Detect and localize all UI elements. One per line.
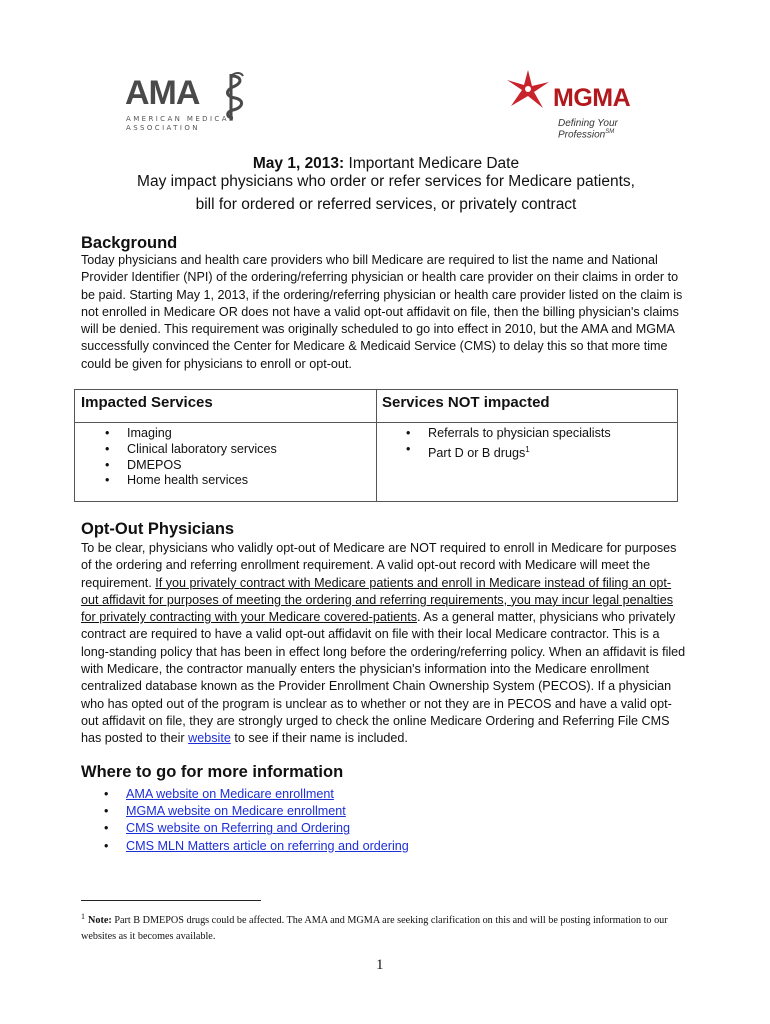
opt-out-line: for privately contracting with your Medicare covered-patients. As a general matter, physicians who privately bbox=[81, 610, 676, 625]
list-item: • DMEPOS bbox=[105, 458, 277, 474]
background-line: be paid. Starting May 1, 2013, if the ordering/referring physician or health care provider listed on the claim is bbox=[81, 287, 683, 302]
cms-referring-ordering-link[interactable]: CMS website on Referring and Ordering bbox=[126, 821, 350, 836]
ama-subtitle-1: AMERICAN MEDICAL bbox=[126, 115, 236, 123]
opt-out-heading: Opt-Out Physicians bbox=[81, 520, 235, 538]
footnote-text: Part B DMEPOS drugs could be affected. The AMA and MGMA are seeking clarification on this and will be posting information to our bbox=[111, 915, 668, 926]
list-item: • Part D or B drugs$^1$ bbox=[406, 442, 611, 462]
mgma-star-icon bbox=[505, 68, 551, 112]
background-line: Today physicians and health care providers who bill Medicare are required to list the name and National bbox=[81, 253, 658, 267]
page-number: 1 bbox=[376, 957, 384, 973]
not-impacted-list bbox=[406, 426, 611, 462]
opt-out-line: long-standing policy that has been in effect long before the ordering/referring policy. When an affidavit is filed bbox=[81, 644, 686, 659]
impacted-services-list bbox=[105, 426, 277, 489]
footnote-text-2: websites as it becomes available. bbox=[81, 931, 216, 942]
more-info-heading: Where to go for more information bbox=[81, 763, 344, 781]
cms-website-link[interactable]: website bbox=[188, 731, 231, 746]
table-column-divider bbox=[376, 390, 377, 501]
ama-logo bbox=[125, 74, 255, 134]
opt-out-line: has posted to their website to see if their name is included. bbox=[81, 731, 408, 746]
background-heading: Background bbox=[81, 234, 178, 252]
opt-out-line: requirement. If you privately contract with Medicare patients and enroll in Medicare instead of filing an opt- bbox=[81, 575, 672, 590]
not-impacted-header: Services NOT impacted bbox=[382, 394, 550, 411]
title-date: May 1, 2013: bbox=[252, 155, 345, 172]
background-line: could be given for physicians to enroll or opt-out. bbox=[81, 356, 352, 371]
background-line: will be denied. This requirement was originally scheduled to go into effect in 2010, but the AMA and MGMA bbox=[81, 322, 675, 337]
footnote-divider bbox=[81, 900, 261, 901]
list-item: • Clinical laboratory services bbox=[105, 442, 277, 458]
ama-wordmark: AMA bbox=[125, 74, 200, 112]
footnote-label: Note: bbox=[88, 915, 112, 926]
title-subline-2: bill for ordered or referred services, or privately contract bbox=[195, 196, 577, 213]
background-line: Provider Identifier (NPI) of the ordering/referring physician or health care provider on their claims in order to bbox=[81, 270, 679, 285]
opt-out-line: To be clear, physicians who validly opt-out of Medicare are NOT required to enroll in Medicare for purposes bbox=[81, 541, 677, 555]
list-item bbox=[104, 838, 409, 855]
mgma-logo bbox=[505, 68, 655, 141]
mgma-tagline: Defining Your Profession℠ bbox=[558, 118, 618, 141]
services-table bbox=[74, 389, 678, 502]
list-item bbox=[104, 803, 409, 820]
background-line: successfully convinced the Center for Medicare & Medicaid Service (CMS) to delay this so that more time bbox=[81, 339, 668, 354]
footnote-number: 1 bbox=[81, 912, 85, 921]
opt-out-line: centralized database known as the Provider Enrollment Chain Ownership System (PECOS). If a physician bbox=[81, 679, 672, 694]
ama-enrollment-link[interactable]: AMA website on Medicare enrollment bbox=[126, 787, 334, 801]
ama-subtitle-2: ASSOCIATION bbox=[126, 124, 200, 132]
list-item: • Referrals to physician specialists bbox=[406, 426, 611, 442]
opt-out-paragraph bbox=[81, 540, 691, 748]
footnote bbox=[81, 909, 691, 945]
opt-out-line: of the ordering and referring enrollment requirement. A valid opt-out record with Medicare will meet the bbox=[81, 558, 651, 573]
list-item bbox=[104, 786, 409, 803]
caduceus-icon bbox=[217, 70, 251, 122]
opt-out-line: contract are required to have a valid opt-out affidavit on file with their local Medicare contractor. This is a bbox=[81, 627, 660, 642]
list-item bbox=[104, 820, 409, 837]
more-info-links bbox=[104, 786, 409, 855]
opt-out-line: out affidavit on file, they are strongly urged to check the online Medicare Ordering and Referring File CMS bbox=[81, 713, 670, 728]
title-heading: Important Medicare Date bbox=[348, 155, 520, 172]
background-line: not enrolled in Medicare OR does not have a valid opt-out affidavit on file, then the billing physician's claims bbox=[81, 304, 679, 319]
mgma-wordmark: MGMA bbox=[553, 84, 631, 112]
penalty-warning: for privately contracting with your Medicare covered-patients bbox=[81, 610, 417, 625]
opt-out-line: with Medicare, the contractor manually enters the physician's information into the Medicare enrollment bbox=[81, 662, 649, 677]
penalty-warning: out affidavit for purposes of meeting the ordering and referring requirements, you may incur legal penalties bbox=[81, 592, 674, 607]
list-item: • Home health services bbox=[105, 473, 277, 489]
title-subline-1: May impact physicians who order or refer services for Medicare patients, bbox=[137, 173, 635, 190]
list-item: • Imaging bbox=[105, 426, 277, 442]
background-paragraph bbox=[81, 252, 691, 373]
opt-out-line: who has opted out of the program is unclear as to whether or not they are in PECOS and have a valid opt- bbox=[81, 696, 672, 711]
footnote-ref: 1 bbox=[525, 444, 530, 454]
impacted-services-header: Impacted Services bbox=[81, 394, 213, 411]
penalty-warning: If you privately contract with Medicare patients and enroll in Medicare instead of filing an opt- bbox=[155, 575, 672, 590]
cms-mln-article-link[interactable]: CMS MLN Matters article on referring and ordering bbox=[126, 838, 409, 853]
mgma-enrollment-link[interactable]: MGMA website on Medicare enrollment bbox=[126, 804, 346, 819]
